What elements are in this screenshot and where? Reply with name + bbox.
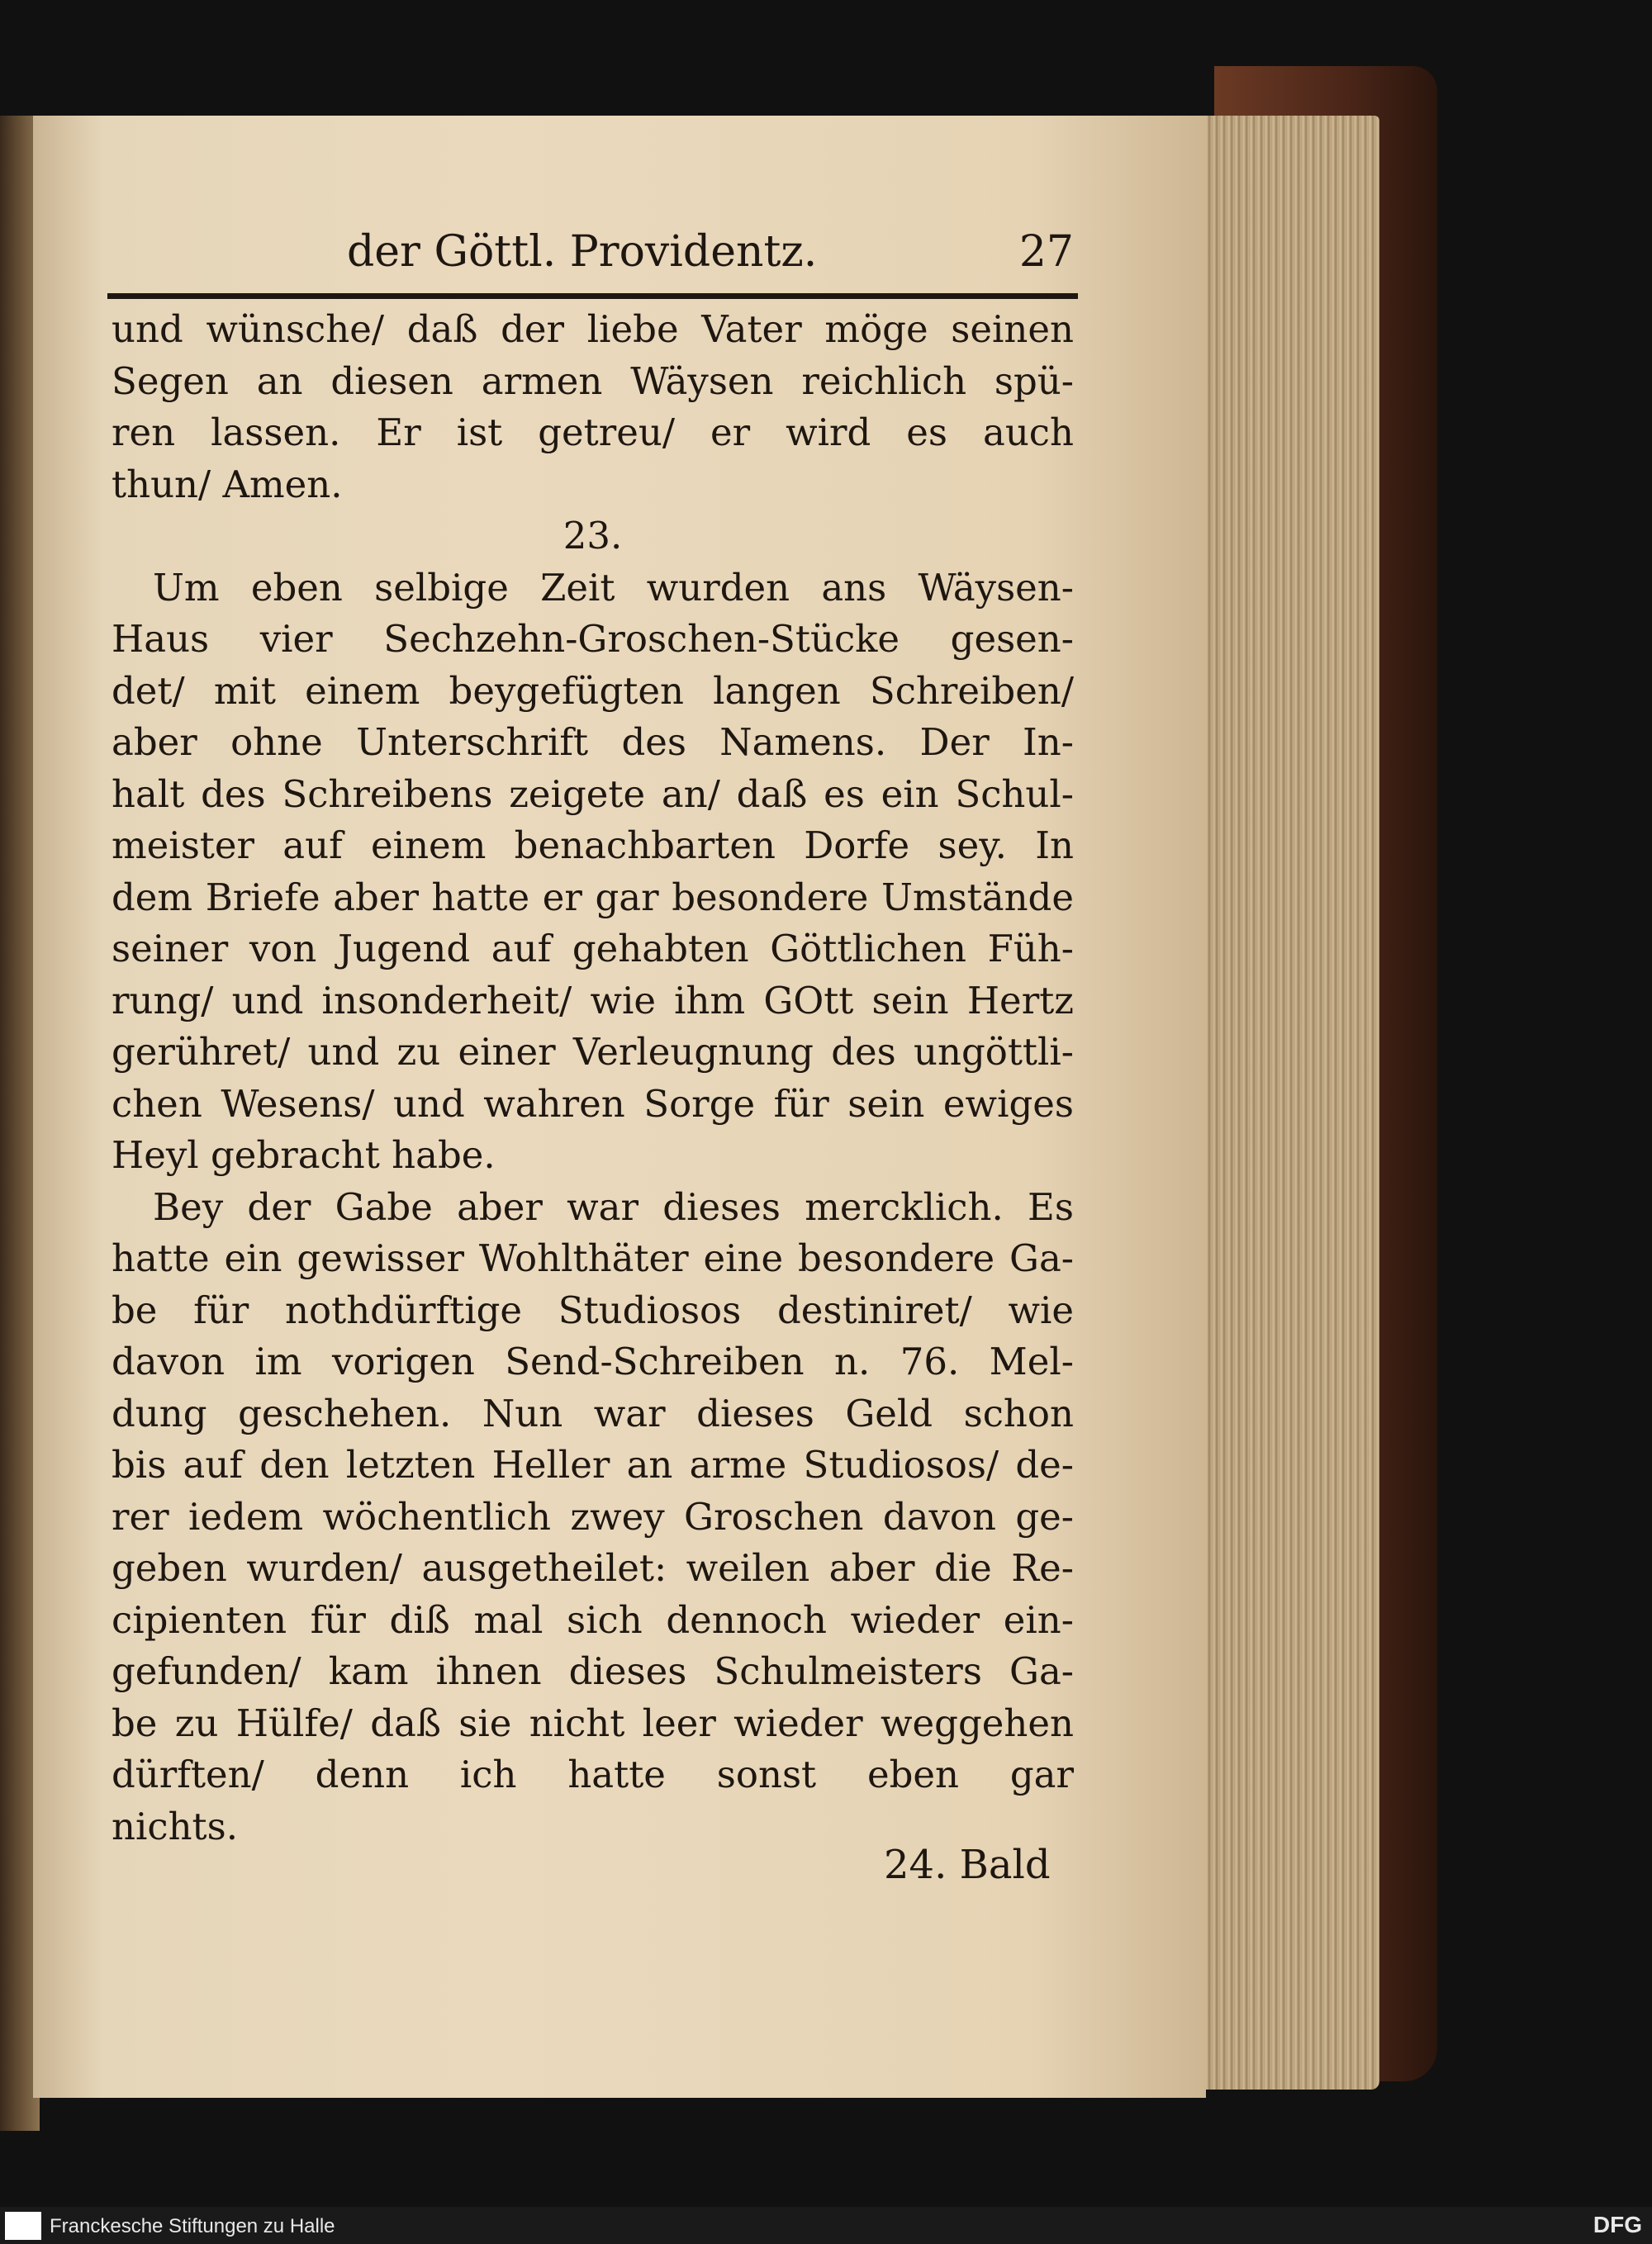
text-line: Heyl gebracht habe.: [112, 1133, 496, 1177]
text-line: gerühret/ und zu einer Verleugnung des ungöttli-: [112, 1030, 1074, 1074]
viewer-footer: [0, 2207, 1652, 2244]
catchword: 24. Bald: [884, 1842, 1051, 1888]
section-number: 23.: [563, 514, 623, 557]
text-line: Haus vier Sechzehn-Groschen-Stücke gesen-: [112, 617, 1074, 661]
page-number: 27: [1018, 227, 1074, 277]
text-line: halt des Schreibens zeigete an/ daß es ein Schul-: [112, 771, 1074, 816]
page-text: [112, 304, 1074, 1853]
text-line: nichts.: [112, 1804, 239, 1848]
text-line: dung geschehen. Nun war dieses Geld schon: [112, 1391, 1074, 1435]
running-title: der Göttl. Providentz.: [347, 227, 818, 277]
text-line: dürften/ denn ich hatte sonst eben gar: [112, 1753, 1074, 1796]
text-line: thun/ Amen.: [112, 462, 343, 506]
institution-name: Franckesche Stiftungen zu Halle: [50, 2215, 335, 2237]
book-page: [33, 116, 1206, 2098]
text-line: rung/ und insonderheit/ wie ihm GOtt sein Hertz: [112, 978, 1074, 1022]
header-rule: [107, 293, 1078, 299]
text-line: hatte ein gewisser Wohlthäter eine besondere Ga-: [112, 1236, 1074, 1280]
text-line: bis auf den letzten Heller an arme Studiosos/ de-: [112, 1443, 1074, 1487]
text-line: seiner von Jugend auf gehabten Göttlichen Füh-: [112, 927, 1074, 970]
text-line: chen Wesens/ und wahren Sorge für sein ewiges: [112, 1081, 1074, 1126]
text-line: be zu Hülfe/ daß sie nicht leer wieder weggehen: [112, 1701, 1074, 1745]
text-line: Bey der Gabe aber war dieses mercklich. Es: [153, 1184, 1074, 1229]
page-edges: [1189, 116, 1379, 2090]
text-line: geben wurden/ ausgetheilet: weilen aber die Re-: [112, 1546, 1074, 1590]
text-line: Um eben selbige Zeit wurden ans Wäysen-: [153, 565, 1074, 610]
text-line: be für nothdürftige Studiosos destiniret/ wie: [112, 1288, 1074, 1332]
text-line: und wünsche/ daß der liebe Vater möge seinen: [112, 307, 1074, 351]
text-line: Segen an diesen armen Wäysen reichlich spü-: [112, 358, 1074, 403]
text-line: gefunden/ kam ihnen dieses Schulmeisters Ga-: [112, 1649, 1074, 1693]
text-line: meister auf einem benachbarten Dorfe sey. In: [112, 823, 1074, 867]
text-line: ren lassen. Er ist getreu/ er wird es auch: [112, 410, 1074, 454]
funder-logo: DFG: [1593, 2212, 1642, 2237]
text-line: aber ohne Unterschrift des Namens. Der In-: [112, 720, 1074, 764]
text-line: det/ mit einem beygefügten langen Schreiben/: [112, 668, 1074, 713]
text-line: davon im vorigen Send-Schreiben n. 76. Mel-: [112, 1340, 1074, 1383]
institution-logo-icon: [5, 2212, 41, 2240]
text-line: rer iedem wöchentlich zwey Groschen davon ge-: [112, 1494, 1074, 1539]
text-line: cipienten für diß mal sich dennoch wieder ein-: [112, 1597, 1074, 1642]
running-head: [347, 227, 1074, 285]
text-line: dem Briefe aber hatte er gar besondere Umstände: [112, 875, 1074, 919]
